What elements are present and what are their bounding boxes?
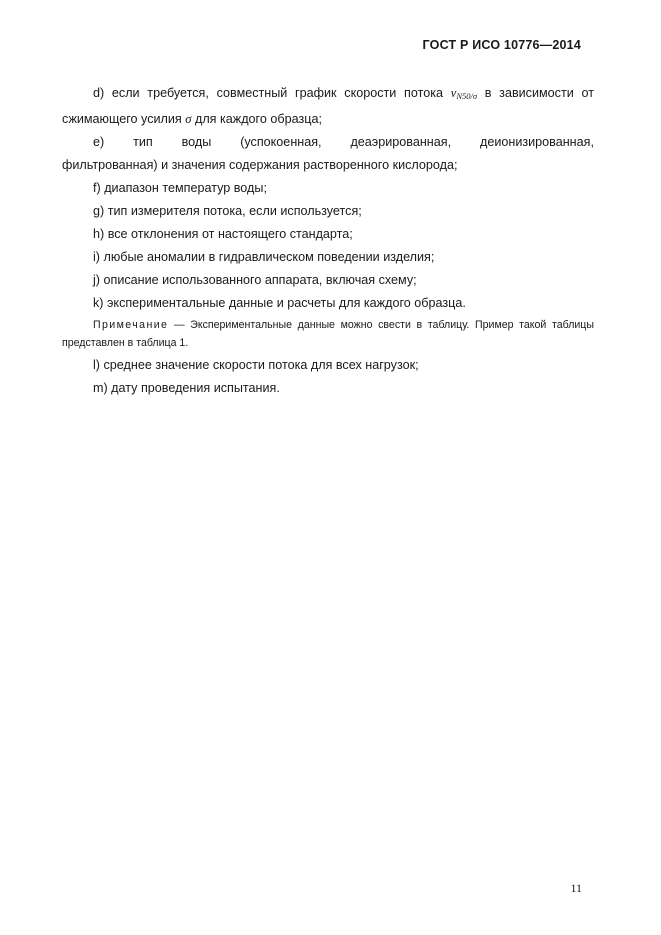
list-item-e-continuation: фильтрованная) и значения содержания растворенного кислорода; — [62, 158, 458, 172]
page-number: 11 — [570, 881, 582, 895]
note-label: Примечание — [93, 319, 169, 331]
list-item-d — [62, 82, 594, 131]
list-item-l: l) среднее значение скорости потока для всех нагрузок; — [93, 358, 419, 372]
list-item-f: f) диапазон температур воды; — [93, 181, 267, 195]
document-body — [62, 82, 594, 400]
item-d-text-end: для каждого образца; — [191, 112, 322, 126]
list-item-h: h) все отклонения от настоящего стандарта; — [93, 227, 353, 241]
document-header: ГОСТ Р ИСО 10776—2014 — [422, 38, 581, 52]
note-text: — Экспериментальные данные можно свести в таблицу. Пример такой таблицы представлен в таблица 1. — [62, 319, 594, 349]
item-d-text-start: d) если требуется, совместный график скорости потока — [93, 86, 451, 100]
item-d-text-middle: в зависимости от сжимающего усилия — [62, 86, 594, 126]
sigma-symbol: σ — [185, 112, 192, 126]
list-item-m: m) дату проведения испытания. — [93, 381, 280, 395]
list-item-g: g) тип измерителя потока, если используется; — [93, 204, 362, 218]
list-item-j: j) описание использованного аппарата, включая схему; — [93, 273, 417, 287]
flow-rate-formula: $v_{N50/\sigma}$ — [450, 86, 478, 101]
list-item-i: i) любые аномалии в гидравлическом поведении изделия; — [93, 250, 435, 264]
list-item-e-first-line: e) тип воды (успокоенная, деаэрированная, деионизированная, — [93, 135, 594, 149]
note-paragraph — [62, 316, 594, 352]
list-item-k: k) экспериментальные данные и расчеты для каждого образца. — [93, 296, 466, 310]
